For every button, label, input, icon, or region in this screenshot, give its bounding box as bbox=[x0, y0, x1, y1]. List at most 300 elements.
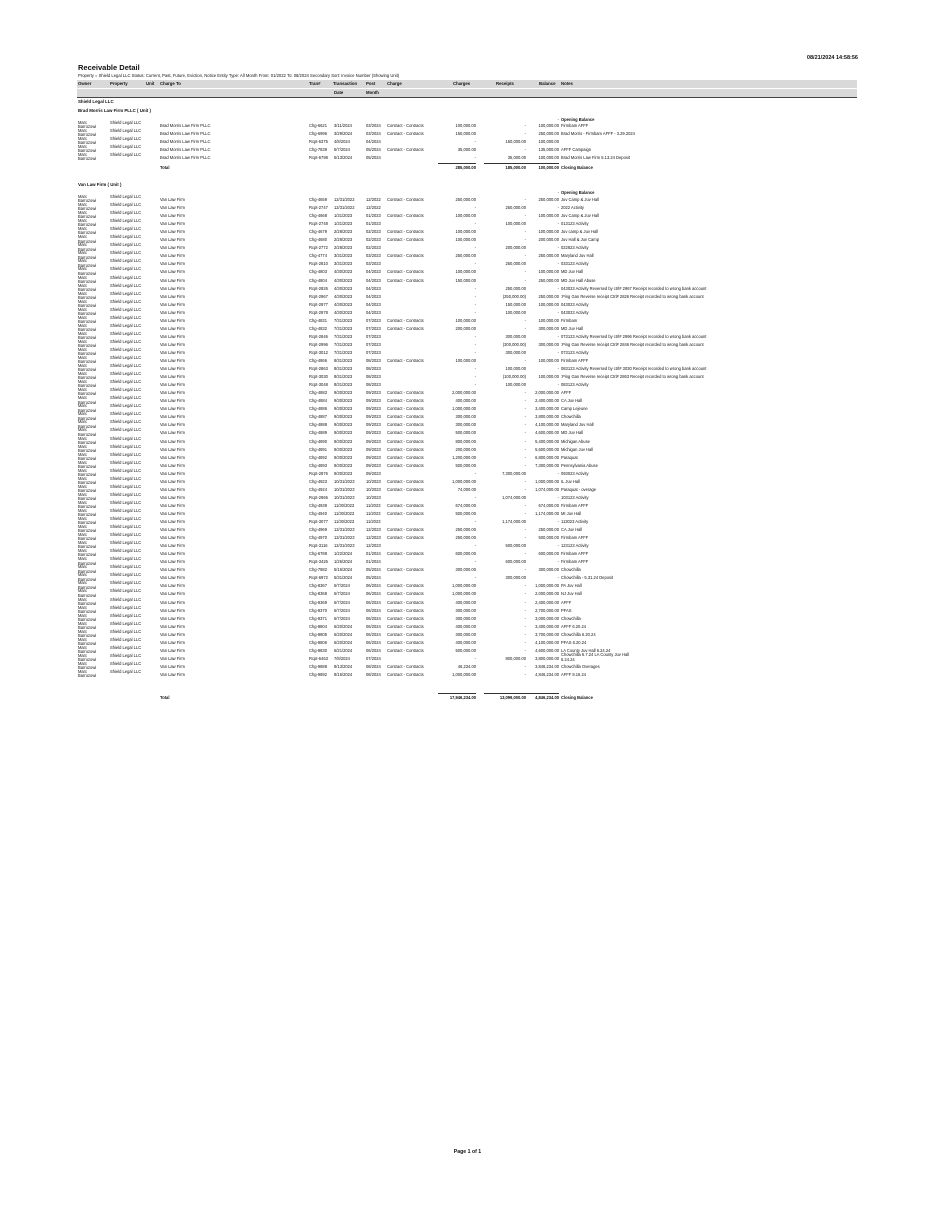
total-balance: 4,846,234.00 bbox=[535, 694, 559, 700]
property-cell: Shield Legal LLC bbox=[110, 499, 142, 505]
balance-cell: 500,000.00 bbox=[538, 535, 559, 541]
tran-cell: Chg-8830 bbox=[309, 647, 327, 653]
tran-cell: Chg-4832 bbox=[309, 325, 327, 331]
property-cell: Shield Legal LLC bbox=[110, 379, 142, 385]
total-label: Total bbox=[160, 694, 170, 700]
notes-cell: Pennsylvania Abuse bbox=[561, 462, 598, 468]
balance-cell: 4,100,000.00 bbox=[535, 422, 559, 428]
month-cell: 08/2024 bbox=[366, 663, 381, 669]
charges-cell: 250,000.00 bbox=[455, 253, 476, 259]
tran-cell: Rcpt-2996 bbox=[309, 341, 328, 347]
date-cell: 10/31/2023 bbox=[334, 494, 355, 500]
notes-cell: 093023 Activity bbox=[561, 470, 589, 476]
date-cell: 7/31/2023 bbox=[334, 317, 353, 323]
page-number: Page 1 of 1 bbox=[453, 1149, 482, 1155]
charges-cell: 300,000.00 bbox=[455, 607, 476, 613]
charges-cell: 500,000.00 bbox=[455, 462, 476, 468]
owner-cell: Marc Barrozowi bbox=[78, 234, 97, 244]
receipts-cell: - bbox=[524, 197, 526, 202]
date-cell: 3/11/2024 bbox=[334, 123, 352, 128]
month-cell: 10/2023 bbox=[366, 494, 381, 500]
owner-cell: Marc Barrozowi bbox=[78, 636, 97, 647]
charges-cell: 400,000.00 bbox=[455, 398, 476, 404]
receipts-cell: 100,000.00 bbox=[505, 366, 526, 372]
charge-to-cell: Van Law Firm bbox=[160, 261, 185, 267]
date-cell: 6/21/2024 bbox=[334, 647, 353, 653]
month-cell: 09/2023 bbox=[366, 446, 381, 452]
owner-cell: Marc Barrozowi bbox=[78, 507, 97, 518]
owner-cell: Marc Barrozowi bbox=[78, 580, 97, 590]
tran-cell: Rcpt-6972 bbox=[309, 575, 328, 581]
month-cell: 06/2024 bbox=[366, 615, 381, 621]
owner-cell: Marc Barrozowi bbox=[78, 604, 97, 614]
receipts-cell: 35,000.00 bbox=[507, 155, 526, 161]
notes-cell: Chowchilla - 5.31.24 Deposit bbox=[561, 575, 614, 581]
charge-to-cell: Van Law Firm bbox=[160, 301, 185, 307]
property-cell: Shield Legal LLC bbox=[110, 194, 142, 199]
receipts-cell: 1,074,000.00 bbox=[502, 494, 526, 500]
charge-to-cell: Van Law Firm bbox=[160, 229, 185, 235]
date-cell: 7/31/2023 bbox=[334, 325, 353, 331]
charge-cell: Contract - Contracts bbox=[387, 237, 424, 243]
month-cell: 03/2023 bbox=[366, 261, 381, 267]
charge-to-cell: Van Law Firm bbox=[160, 462, 185, 468]
charge-cell: Contract - Contracts bbox=[387, 615, 424, 621]
charge-to-cell: Van Law Firm bbox=[160, 551, 185, 557]
property-cell: Shield Legal LLC bbox=[110, 306, 142, 312]
tran-cell: Chg-4803 bbox=[309, 269, 327, 275]
property-cell: Shield Legal LLC bbox=[110, 298, 142, 304]
property-cell: Shield Legal LLC bbox=[110, 564, 142, 570]
receipts-cell: - bbox=[524, 131, 526, 137]
charge-to-cell: Brad Morris Law Firm PLLC bbox=[160, 155, 211, 161]
receipts-cell: - bbox=[524, 438, 526, 444]
date-cell: 6/7/2024 bbox=[334, 583, 350, 589]
date-cell: 9/30/2023 bbox=[334, 430, 353, 436]
charges-cell: - bbox=[474, 559, 476, 565]
col-owner: Owner bbox=[78, 81, 92, 87]
property-cell: Shield Legal LLC bbox=[110, 540, 142, 546]
notes-cell: Firmbam AFFF bbox=[561, 123, 589, 128]
notes-cell: 013123 Activity bbox=[561, 221, 589, 227]
charge-cell: Contract - Contracts bbox=[387, 430, 424, 436]
tran-cell: Chg-4887 bbox=[309, 414, 327, 420]
charges-cell: - bbox=[474, 470, 476, 476]
owner-cell: Marc Barrozowi bbox=[78, 524, 97, 534]
month-cell: 09/2023 bbox=[366, 438, 381, 444]
receipts-cell: - bbox=[524, 213, 526, 219]
tran-cell: Chg-4889 bbox=[309, 430, 327, 436]
charge-to-cell: Van Law Firm bbox=[160, 285, 185, 291]
date-cell: 9/30/2023 bbox=[334, 462, 353, 468]
date-cell: 7/31/2023 bbox=[334, 333, 353, 339]
charges-cell: 1,000,000.00 bbox=[452, 671, 476, 677]
balance-cell: 200,000.00 bbox=[538, 237, 559, 243]
tran-cell: Rcpt-2966 bbox=[309, 494, 328, 500]
tran-cell: Chg-8368 bbox=[309, 591, 327, 597]
balance-cell: 3,800,000.00 bbox=[535, 414, 559, 420]
owner-cell: Marc Barrozowi bbox=[78, 548, 97, 558]
balance-cell: 100,000.00 bbox=[538, 155, 559, 161]
charges-cell: 250,000.00 bbox=[455, 535, 476, 541]
date-cell: 5/13/2024 bbox=[334, 155, 353, 161]
charge-cell: Contract - Contracts bbox=[387, 123, 424, 128]
charges-cell: 600,000.00 bbox=[455, 551, 476, 557]
owner-cell: Marc Barrozowi bbox=[78, 499, 97, 510]
notes-cell: Juv Hall & Juv Camp bbox=[561, 237, 599, 243]
date-cell: 12/31/2022 bbox=[334, 197, 355, 202]
charge-cell: Contract - Contracts bbox=[387, 398, 424, 404]
notes-cell: Paraquat - overage bbox=[561, 486, 597, 492]
tran-cell: Chg-4884 bbox=[309, 398, 327, 404]
tran-cell: Chg-4939 bbox=[309, 502, 327, 508]
notes-cell: 113023 Activity bbox=[561, 519, 589, 524]
charges-cell: 100,000.00 bbox=[455, 237, 476, 243]
owner-cell: Marc Barrozowi bbox=[78, 306, 97, 316]
tran-cell: Rcpt-3048 bbox=[309, 382, 328, 388]
charge-to-cell: Van Law Firm bbox=[160, 341, 185, 347]
owner-cell: Marc Barrozowi bbox=[78, 355, 97, 365]
balance-cell: 2,000,000.00 bbox=[535, 390, 559, 396]
owner-cell: Marc Barrozowi bbox=[78, 282, 97, 292]
charges-cell: - bbox=[474, 655, 476, 661]
owner-cell: Marc Barrozowi bbox=[78, 218, 97, 228]
receipts-cell: (100,000.00) bbox=[502, 374, 526, 380]
owner-cell: Marc Barrozowi bbox=[78, 128, 97, 138]
owner-cell: Marc Barrozowi bbox=[78, 266, 97, 276]
charges-cell: - bbox=[474, 543, 476, 549]
owner-cell: Marc Barrozowi bbox=[78, 120, 97, 130]
charge-cell: Contract - Contracts bbox=[387, 567, 424, 573]
receipts-cell: - bbox=[524, 671, 526, 677]
balance-cell: - bbox=[557, 470, 559, 476]
charges-cell: - bbox=[474, 221, 476, 227]
section-header: Van Law Firm ( Unit ) bbox=[78, 182, 122, 187]
month-cell: 01/2024 bbox=[366, 551, 381, 557]
property-cell: Shield Legal LLC bbox=[110, 548, 142, 554]
tran-cell: Rcpt-3116 bbox=[309, 543, 328, 549]
receipts-cell: 250,000.00 bbox=[505, 261, 526, 267]
balance-cell: 3,400,000.00 bbox=[535, 406, 559, 412]
owner-cell: Marc Barrozowi bbox=[78, 322, 97, 333]
charge-to-cell: Van Law Firm bbox=[160, 519, 185, 524]
receipts-cell: - bbox=[524, 406, 526, 412]
charge-to-cell: Van Law Firm bbox=[160, 446, 185, 452]
col-unit: Unit bbox=[146, 81, 155, 87]
receipts-cell: 600,000.00 bbox=[505, 559, 526, 565]
receipts-cell: - bbox=[524, 454, 526, 460]
owner-cell: Marc Barrozowi bbox=[78, 338, 97, 349]
notes-cell: 083123 Activity bbox=[561, 382, 589, 388]
date-cell: 9/30/2023 bbox=[334, 438, 353, 444]
receipts-cell: - bbox=[524, 422, 526, 428]
balance-cell: 100,000.00 bbox=[538, 269, 559, 275]
balance-cell: 1,074,000.00 bbox=[535, 486, 559, 492]
month-cell: 02/2023 bbox=[366, 229, 381, 235]
date-cell: 5/7/2024 bbox=[334, 147, 350, 153]
charge-to-cell: Van Law Firm bbox=[160, 358, 185, 363]
charges-cell: - bbox=[474, 575, 476, 581]
month-cell: 06/2024 bbox=[366, 647, 381, 653]
table-row bbox=[0, 668, 935, 679]
receipts-cell: - bbox=[524, 237, 526, 243]
receipts-cell: 300,000.00 bbox=[505, 575, 526, 581]
date-cell: 12/31/2023 bbox=[334, 527, 355, 533]
owner-cell: Marc Barrozowi bbox=[78, 258, 97, 268]
notes-cell: Chowchilla 6.7.24 LA County Juv Hall 6.24.24 bbox=[561, 652, 630, 662]
charge-cell: Contract - Contracts bbox=[387, 414, 424, 420]
notes-cell: Firmbam AFFF bbox=[561, 559, 589, 565]
balance-cell: 7,300,000.00 bbox=[535, 462, 559, 468]
receipts-cell: - bbox=[524, 639, 526, 645]
notes-cell: Camp Lejeune bbox=[561, 406, 588, 412]
property-cell: Shield Legal LLC bbox=[110, 668, 142, 674]
receipts-cell: 200,000.00 bbox=[505, 245, 526, 251]
month-cell: 07/2023 bbox=[366, 333, 381, 339]
col-post: Post bbox=[366, 81, 376, 87]
charges-cell: 2,000,000.00 bbox=[452, 390, 476, 396]
charge-cell: Contract - Contracts bbox=[387, 147, 424, 153]
property-cell: Shield Legal LLC bbox=[110, 620, 142, 626]
balance-cell: - bbox=[557, 245, 559, 251]
month-cell: 12/2022 bbox=[366, 197, 381, 202]
property-cell: Shield Legal LLC bbox=[110, 572, 142, 578]
charge-to-cell: Van Law Firm bbox=[160, 454, 185, 460]
owner-cell: Marc Barrozowi bbox=[78, 242, 97, 252]
receipts-cell: - bbox=[524, 414, 526, 420]
notes-cell: 043023 Activity Reversed by ctrl# 2967 Receipt recorded to wrong bank account bbox=[561, 285, 707, 291]
date-cell: 9/30/2023 bbox=[334, 470, 353, 476]
owner-cell: Marc Barrozowi bbox=[78, 298, 97, 308]
month-cell: 09/2023 bbox=[366, 414, 381, 420]
receipts-cell: - bbox=[524, 325, 526, 331]
notes-cell: 083123 Activity Reversed by ctrl# 3030 Receipt recorded to wrong bank account bbox=[561, 366, 707, 372]
date-cell: 6/20/2024 bbox=[334, 631, 353, 637]
notes-cell: MD Juv Hall bbox=[561, 430, 584, 436]
property-cell: Shield Legal LLC bbox=[110, 467, 142, 473]
receipts-cell: - bbox=[524, 599, 526, 605]
property-cell: Shield Legal LLC bbox=[110, 330, 142, 336]
charge-to-cell: Van Law Firm bbox=[160, 309, 185, 315]
property-cell: Shield Legal LLC bbox=[110, 435, 142, 441]
col-transaction: Transaction bbox=[333, 81, 358, 87]
date-cell: 4/30/2023 bbox=[334, 277, 353, 283]
receipts-cell: - bbox=[524, 583, 526, 589]
receipts-cell: - bbox=[524, 567, 526, 573]
tran-cell: Chg-4940 bbox=[309, 510, 327, 516]
balance-cell: 100,000.00 bbox=[538, 229, 559, 235]
property-cell: Shield Legal LLC bbox=[110, 355, 142, 360]
month-cell: 06/2024 bbox=[366, 599, 381, 605]
charge-to-cell: Van Law Firm bbox=[160, 277, 185, 283]
owner-cell: Marc Barrozowi bbox=[78, 475, 97, 486]
owner-cell: Marc Barrozowi bbox=[78, 644, 97, 655]
tran-cell: Chg-4804 bbox=[309, 277, 327, 283]
tran-cell: Chg-4969 bbox=[309, 527, 327, 533]
charge-cell: Contract - Contracts bbox=[387, 551, 424, 557]
property-cell: Shield Legal LLC bbox=[110, 128, 142, 134]
charges-cell: - bbox=[474, 382, 476, 388]
date-cell: 2/28/2023 bbox=[334, 229, 353, 235]
property-cell: Shield Legal LLC bbox=[110, 395, 142, 401]
receipts-cell: (300,000.00) bbox=[502, 341, 526, 347]
date-cell: 9/30/2023 bbox=[334, 446, 353, 452]
charge-cell: Contract - Contracts bbox=[387, 583, 424, 589]
notes-cell: IL Juv Hall bbox=[561, 478, 580, 484]
charges-cell: 250,000.00 bbox=[455, 527, 476, 533]
charge-cell: Contract - Contracts bbox=[387, 446, 424, 452]
property-cell: Shield Legal LLC bbox=[110, 451, 142, 457]
notes-cell: 033123 Activity bbox=[561, 261, 589, 267]
date-cell: 7/8/2024 bbox=[334, 655, 350, 661]
charge-to-cell: Van Law Firm bbox=[160, 494, 185, 500]
balance-cell: 250,000.00 bbox=[538, 293, 559, 299]
charge-to-cell: Van Law Firm bbox=[160, 623, 185, 629]
charge-cell: Contract - Contracts bbox=[387, 454, 424, 460]
owner-cell: Marc Barrozowi bbox=[78, 210, 97, 220]
charges-cell: - bbox=[474, 155, 476, 161]
charge-to-cell: Van Law Firm bbox=[160, 438, 185, 444]
charges-cell: - bbox=[474, 341, 476, 347]
tran-cell: Chg-6788 bbox=[309, 551, 327, 557]
owner-cell: Marc Barrozowi bbox=[78, 540, 97, 550]
month-cell: 09/2023 bbox=[366, 422, 381, 428]
charges-cell: - bbox=[474, 349, 476, 355]
notes-cell: CA Juv Hall bbox=[561, 398, 583, 404]
notes-cell: Maryland Juv Hall bbox=[561, 422, 594, 428]
property-cell: Shield Legal LLC bbox=[110, 120, 142, 125]
property-cell: Shield Legal LLC bbox=[110, 516, 142, 521]
owner-cell: Marc Barrozowi bbox=[78, 459, 97, 469]
owner-cell: Marc Barrozowi bbox=[78, 194, 97, 204]
notes-cell: LA County Juv Hall 6.24.24 bbox=[561, 647, 611, 653]
tran-cell: Rcpt-6798 bbox=[309, 155, 328, 161]
property-cell: Shield Legal LLC bbox=[110, 152, 142, 158]
owner-cell: Marc Barrozowi bbox=[78, 314, 97, 325]
charge-to-cell: Van Law Firm bbox=[160, 631, 185, 637]
balance-cell: 674,000.00 bbox=[538, 502, 559, 508]
property-cell: Shield Legal LLC bbox=[110, 387, 142, 393]
charge-to-cell: Van Law Firm bbox=[160, 470, 185, 476]
charge-to-cell: Van Law Firm bbox=[160, 510, 185, 516]
charge-to-cell: Van Law Firm bbox=[160, 478, 185, 484]
section-header: Brad Morris Law Firm PLLC ( Unit ) bbox=[78, 108, 151, 113]
notes-cell: Firmbam AFFF bbox=[561, 535, 589, 541]
date-cell: 9/30/2023 bbox=[334, 422, 353, 428]
charges-cell: 74,000.00 bbox=[457, 486, 476, 492]
receipts-cell: - bbox=[524, 478, 526, 484]
charge-to-cell: Van Law Firm bbox=[160, 406, 185, 412]
date-cell: 1/26/2024 bbox=[334, 559, 353, 565]
property-cell: Shield Legal LLC bbox=[110, 652, 142, 658]
report-timestamp: 08/21/2024 14:58:56 bbox=[806, 55, 858, 61]
notes-cell: Maryland Juv Hall bbox=[561, 253, 594, 259]
tran-cell: Rcpt-2747 bbox=[309, 205, 328, 211]
balance-cell: 1,000,000.00 bbox=[535, 583, 559, 589]
owner-cell: Marc Barrozowi bbox=[78, 620, 97, 630]
receipts-cell: - bbox=[524, 253, 526, 259]
charge-to-cell: Van Law Firm bbox=[160, 543, 185, 549]
notes-cell: 123123 Activity bbox=[561, 543, 589, 549]
charge-cell: Contract - Contracts bbox=[387, 325, 424, 331]
balance-cell: 100,000.00 bbox=[538, 123, 559, 128]
total-balance: 100,000.00 bbox=[538, 164, 559, 170]
total-charges: 285,000.00 bbox=[455, 164, 476, 170]
opening-balance-value: - bbox=[557, 116, 559, 122]
charges-cell: 300,000.00 bbox=[455, 422, 476, 428]
date-cell: 4/30/2023 bbox=[334, 309, 353, 315]
notes-cell: CA Juv Hall bbox=[561, 527, 583, 533]
notes-cell: Firmbam AFFF bbox=[561, 502, 589, 508]
balance-cell: 250,000.00 bbox=[538, 197, 559, 202]
charge-to-cell: Van Law Firm bbox=[160, 639, 185, 645]
charge-cell: Contract - Contracts bbox=[387, 269, 424, 275]
balance-cell: 100,000.00 bbox=[538, 317, 559, 323]
month-cell: 04/2023 bbox=[366, 293, 381, 299]
notes-cell: 2022 Activity bbox=[561, 205, 584, 211]
receipts-cell: - bbox=[524, 462, 526, 468]
receipts-cell: - bbox=[524, 317, 526, 323]
charge-cell: Contract - Contracts bbox=[387, 229, 424, 235]
charge-to-cell: Brad Morris Law Firm PLLC bbox=[160, 139, 211, 145]
owner-cell: Marc Barrozowi bbox=[78, 660, 97, 671]
balance-cell: - bbox=[557, 349, 559, 355]
month-cell: 03/2023 bbox=[366, 253, 381, 259]
charge-cell: Contract - Contracts bbox=[387, 647, 424, 653]
receipts-cell: - bbox=[524, 615, 526, 621]
date-cell: 8/31/2023 bbox=[334, 358, 353, 363]
month-cell: 07/2023 bbox=[366, 349, 381, 355]
balance-cell: 100,000.00 bbox=[538, 374, 559, 380]
notes-cell: Paraquat bbox=[561, 454, 578, 460]
date-cell: 4/30/2023 bbox=[334, 269, 353, 275]
property-cell: Shield Legal LLC bbox=[110, 258, 142, 264]
notes-cell: Firmbam AFFF bbox=[561, 551, 589, 557]
tran-cell: Chg-6996 bbox=[309, 131, 327, 137]
charges-cell: - bbox=[474, 293, 476, 299]
property-cell: Shield Legal LLC bbox=[110, 322, 142, 328]
property-group-header: Shield Legal LLC bbox=[78, 99, 114, 104]
owner-cell: Marc Barrozowi bbox=[78, 136, 97, 146]
month-cell: 09/2023 bbox=[366, 390, 381, 396]
charges-cell: 800,000.00 bbox=[455, 438, 476, 444]
date-cell: 11/30/2023 bbox=[334, 502, 355, 508]
charge-cell: Contract - Contracts bbox=[387, 478, 424, 484]
property-cell: Shield Legal LLC bbox=[110, 242, 142, 248]
charge-to-cell: Van Law Firm bbox=[160, 430, 185, 436]
col-month: Month bbox=[366, 90, 379, 96]
charge-to-cell: Van Law Firm bbox=[160, 655, 185, 661]
balance-cell: - bbox=[557, 205, 559, 211]
month-cell: 11/2023 bbox=[366, 519, 381, 524]
charge-cell: Contract - Contracts bbox=[387, 462, 424, 468]
charges-cell: 500,000.00 bbox=[455, 510, 476, 516]
owner-cell: Marc Barrozowi bbox=[78, 652, 97, 663]
notes-cell: :Ping Gan Reverse receipt Ctrl# 2846 Receipt recorded to wrong bank account bbox=[561, 341, 704, 347]
charge-cell: Contract - Contracts bbox=[387, 591, 424, 597]
receipts-cell: - bbox=[524, 510, 526, 516]
charge-to-cell: Brad Morris Law Firm PLLC bbox=[160, 147, 211, 153]
month-cell: 07/2024 bbox=[366, 655, 381, 661]
tran-cell: Rcpt-3077 bbox=[309, 519, 328, 524]
tran-cell: Rcpt-3426 bbox=[309, 559, 328, 565]
balance-cell: 1,000,000.00 bbox=[535, 478, 559, 484]
tran-cell: Chg-4866 bbox=[309, 358, 327, 363]
property-cell: Shield Legal LLC bbox=[110, 226, 142, 232]
month-cell: 08/2023 bbox=[366, 358, 381, 363]
charges-cell: - bbox=[474, 139, 476, 145]
balance-cell: - bbox=[557, 366, 559, 372]
